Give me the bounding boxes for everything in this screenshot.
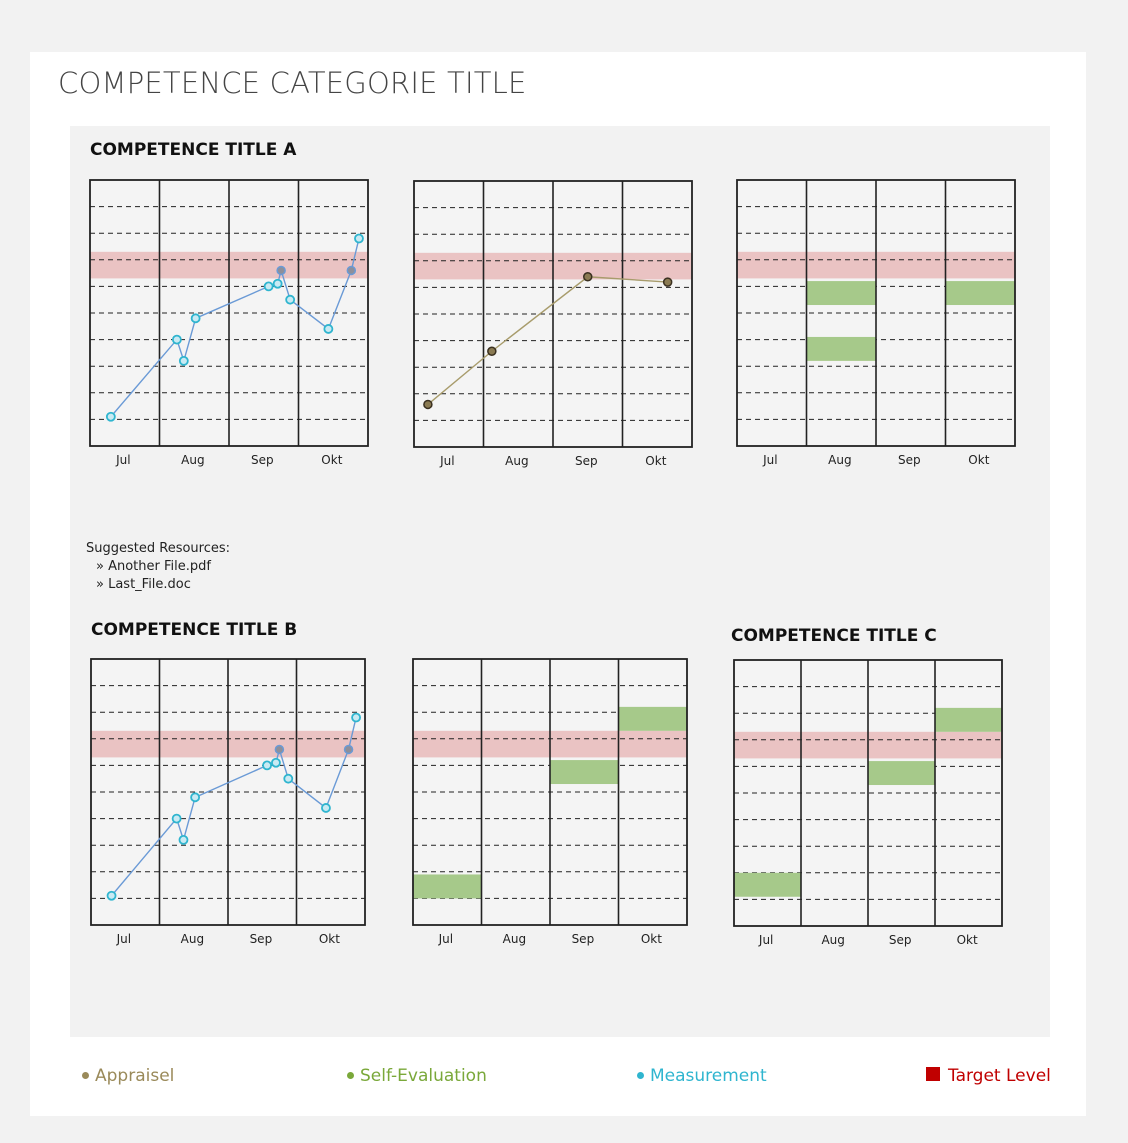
measurement-point bbox=[191, 793, 199, 801]
measurement-point bbox=[274, 280, 282, 288]
month-label: Sep bbox=[249, 932, 273, 946]
appraisal-point bbox=[424, 400, 432, 408]
month-label: Okt bbox=[640, 932, 662, 946]
chart-b-measurement bbox=[90, 658, 366, 958]
month-label: Sep bbox=[251, 453, 274, 467]
month-label: Sep bbox=[888, 933, 912, 947]
self-evaluation-block bbox=[550, 760, 619, 784]
month-label: Jul bbox=[763, 453, 778, 467]
legend-appraisel bbox=[82, 1066, 174, 1086]
self-evaluation-block bbox=[413, 874, 482, 898]
appraisal-point bbox=[664, 278, 672, 286]
month-label: Jul bbox=[116, 453, 131, 467]
month-label: Okt bbox=[645, 454, 667, 468]
section-title-c: COMPETENCE TITLE C bbox=[731, 626, 937, 646]
appraisal-point bbox=[275, 745, 283, 753]
legend-label-measurement: Measurement bbox=[650, 1066, 767, 1086]
appraisal-point bbox=[488, 347, 496, 355]
self-evaluation-block bbox=[807, 337, 877, 361]
appraisel-dot-icon bbox=[82, 1072, 89, 1079]
appraisal-point bbox=[345, 745, 353, 753]
legend-label-self-evaluation: Self-Evaluation bbox=[360, 1066, 487, 1086]
appraisal-point bbox=[584, 273, 592, 281]
resource-link-2[interactable]: » Last_File.doc bbox=[96, 577, 191, 592]
measurement-point bbox=[173, 815, 181, 823]
legend-self-evaluation bbox=[347, 1066, 487, 1086]
measurement-point bbox=[355, 235, 363, 243]
self-evaluation-block bbox=[935, 708, 1002, 732]
month-label: Aug bbox=[828, 453, 852, 467]
month-label: Jul bbox=[116, 932, 132, 946]
measurement-point bbox=[263, 761, 271, 769]
month-label: Aug bbox=[180, 932, 205, 946]
measurement-point bbox=[324, 325, 332, 333]
month-label: Sep bbox=[575, 454, 598, 468]
competence-card bbox=[30, 52, 1086, 1116]
charts-panel bbox=[70, 126, 1050, 1037]
legend-label-target-level: Target Level bbox=[948, 1066, 1051, 1086]
measurement-point bbox=[322, 804, 330, 812]
measurement-point bbox=[286, 296, 294, 304]
month-label: Okt bbox=[968, 453, 990, 467]
section-title-a: COMPETENCE TITLE A bbox=[90, 140, 297, 160]
measurement-point bbox=[272, 759, 280, 767]
legend-label-appraisel: Appraisel bbox=[95, 1066, 175, 1086]
legend-target-level bbox=[926, 1066, 1051, 1086]
measurement-point bbox=[352, 714, 360, 722]
chart-c-self-evaluation bbox=[733, 659, 1003, 959]
section-title-b: COMPETENCE TITLE B bbox=[91, 620, 298, 640]
month-label: Aug bbox=[505, 454, 529, 468]
chart-a-self-evaluation bbox=[736, 179, 1016, 479]
month-label: Jul bbox=[758, 933, 774, 947]
resource-link-1[interactable]: » Another File.pdf bbox=[96, 559, 211, 574]
measurement-point bbox=[173, 336, 181, 344]
appraisal-point bbox=[347, 266, 355, 274]
self-evaluation-block bbox=[734, 873, 801, 897]
month-label: Sep bbox=[898, 453, 921, 467]
suggested-resources bbox=[86, 540, 230, 594]
appraisal-point bbox=[277, 266, 285, 274]
month-label: Okt bbox=[318, 932, 340, 946]
measurement-point bbox=[179, 836, 187, 844]
category-title: COMPETENCE CATEGORIE TITLE bbox=[58, 66, 527, 100]
month-label: Aug bbox=[181, 453, 205, 467]
month-label: Aug bbox=[821, 933, 845, 947]
measurement-point bbox=[265, 282, 273, 290]
self-evaluation-block bbox=[619, 707, 688, 731]
measurement-point bbox=[180, 357, 188, 365]
chart-a-appraisal bbox=[413, 180, 693, 480]
target-level-square-icon bbox=[926, 1067, 940, 1081]
self-evaluation-block bbox=[807, 281, 877, 305]
measurement-point bbox=[107, 413, 115, 421]
measurement-point bbox=[108, 892, 116, 900]
month-label: Jul bbox=[440, 454, 455, 468]
chart-a-measurement bbox=[89, 179, 369, 479]
self-evaluation-block bbox=[868, 761, 935, 785]
measurement-point bbox=[192, 314, 200, 322]
legend-measurement bbox=[637, 1066, 767, 1086]
month-label: Okt bbox=[321, 453, 343, 467]
resources-heading: Suggested Resources: bbox=[86, 541, 231, 556]
month-label: Aug bbox=[502, 932, 527, 946]
measurement-dot-icon bbox=[637, 1072, 644, 1079]
self-evaluation-dot-icon bbox=[347, 1072, 354, 1079]
chart-b-self-evaluation bbox=[412, 658, 688, 958]
month-label: Jul bbox=[438, 932, 454, 946]
month-label: Sep bbox=[571, 932, 595, 946]
measurement-point bbox=[284, 775, 292, 783]
month-label: Okt bbox=[956, 933, 978, 947]
self-evaluation-block bbox=[946, 281, 1016, 305]
